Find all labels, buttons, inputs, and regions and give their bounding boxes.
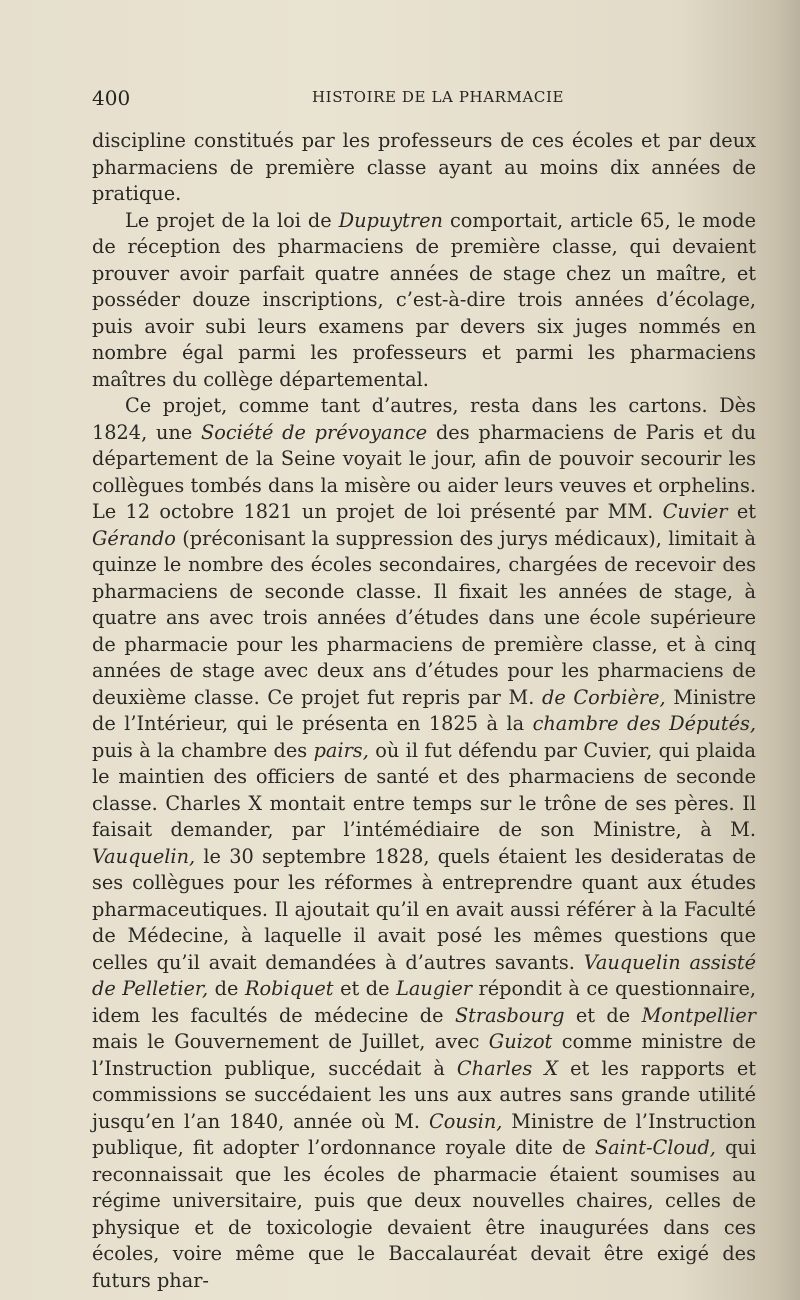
paragraph bbox=[92, 208, 756, 394]
italic-text: Vauquelin assisté de Pelletier, bbox=[92, 950, 756, 1000]
paragraph bbox=[92, 128, 756, 208]
italic-text: Cuvier bbox=[662, 500, 728, 523]
text-run: qui reconnaissait que les écoles de pharmacie étaient soumises au régime universitaire, puis que deux nouvelles chaires, celles de physique et de toxicologie devaient être inaugurées dans ces écoles, voire même que le Baccalauréat devait être exigé des futurs phar- bbox=[92, 1136, 756, 1292]
page-number: 400 bbox=[92, 86, 131, 110]
text-run: puis à la chambre des bbox=[92, 738, 314, 762]
text-run: où il fut défendu par Cuvier, qui plaida le maintien des officiers de santé et des pharmaciens de seconde classe. Charles X montait entre temps sur le trône de ses pères. Il faisait demander, par l’intémédiaire de son Ministre, à M. bbox=[92, 738, 756, 841]
text-run: mais le Gouvernement de Juillet, avec bbox=[92, 1030, 489, 1053]
italic-text: Robiquet bbox=[244, 977, 334, 1000]
text-run: comportait, article 65, le mode de réception des pharmaciens de première classe, qui devaient prouver avoir parfait quatre années de stage chez un maître, et posséder douze inscriptions, c’est-à-dire trois années d’écolage, puis avoir subi leurs examens par devers six juges nommés en nombre égal parmi les professeurs et parmi les pharmaciens maîtres du collège départemental. bbox=[92, 208, 757, 391]
text-run: et bbox=[727, 500, 756, 523]
italic-text: Cousin, bbox=[428, 1109, 503, 1133]
italic-text: Gérando bbox=[92, 526, 176, 550]
text-run: répondit à ce questionnaire, idem les facultés de médecine de bbox=[92, 977, 756, 1027]
text-run: discipline constitués par les professeurs de ces écoles et par deux pharmaciens de première classe ayant au moins dix années de pratique. bbox=[92, 129, 756, 205]
text-run: de bbox=[208, 977, 245, 1000]
paragraph bbox=[92, 393, 756, 1294]
text-run: le 30 septembre 1828, quels étaient les desideratas de ses collègues pour les réformes à entreprendre quant aux études pharmaceutiques. Il ajoutait qu’il en avait aussi référer à la Faculté de Médecine, à laquelle il avait posé les mêmes questions que celles qu’il avait demandées à d’autres savants. bbox=[92, 844, 756, 974]
italic-text: pairs, bbox=[313, 738, 369, 762]
italic-text: Guizot bbox=[488, 1030, 553, 1053]
italic-text: Montpellier bbox=[641, 1003, 756, 1027]
italic-text: de Corbière, bbox=[541, 685, 666, 709]
text-run: Le projet de la loi de bbox=[125, 208, 339, 232]
text-run: comme ministre de l’Instruction publique, succédait à bbox=[92, 1030, 756, 1080]
running-title: HISTOIRE DE LA PHARMACIE bbox=[312, 88, 565, 106]
text-run: Ce projet, comme tant d’autres, resta dans les cartons. Dès 1824, une bbox=[92, 394, 756, 444]
italic-text: chambre des Députés, bbox=[532, 712, 756, 735]
italic-text: Vauquelin, bbox=[92, 844, 196, 868]
text-run: Ministre de l’Instruction publique, fit adopter l’ordonnance royale dite de bbox=[92, 1109, 756, 1159]
page-header bbox=[92, 86, 748, 116]
text-run: et de bbox=[564, 1003, 642, 1027]
text-run: (préconisant la suppression des jurys médicaux), limitait à quinze le nombre des écoles secondaires, chargées de recevoir des pharmaciens de seconde classe. Il fixait les années de stage, à quatre ans avec trois années d’études dans une école supérieure de pharmacie pour les pharmaciens de première classe, et à cinq années de stage avec deux ans d’études pour les pharmaciens de deuxième classe. Ce projet fut repris par M. bbox=[92, 526, 756, 709]
italic-text: Saint-Cloud, bbox=[594, 1136, 716, 1159]
text-run: Ministre de l’Intérieur, qui le présenta en 1825 à la bbox=[92, 685, 756, 735]
italic-text: Strasbourg bbox=[454, 1003, 565, 1027]
text-run: et de bbox=[333, 977, 397, 1000]
text-run: et les rapports et commissions se succédaient les uns aux autres sans grande utilité jusqu’en l’an 1840, année où M. bbox=[92, 1056, 756, 1133]
italic-text: Charles X bbox=[456, 1056, 559, 1080]
italic-text: Laugier bbox=[396, 977, 472, 1000]
italic-text: Société de prévoyance bbox=[201, 420, 428, 444]
italic-text: Dupuytren bbox=[338, 208, 443, 232]
text-run: des pharmaciens de Paris et du département de la Seine voyait le jour, afin de pouvoir secourir les collègues tombés dans la misère ou aider leurs veuves et orphelins. Le 12 octobre 1821 un projet de loi présenté par MM. bbox=[92, 420, 756, 523]
body-text bbox=[92, 128, 756, 1294]
